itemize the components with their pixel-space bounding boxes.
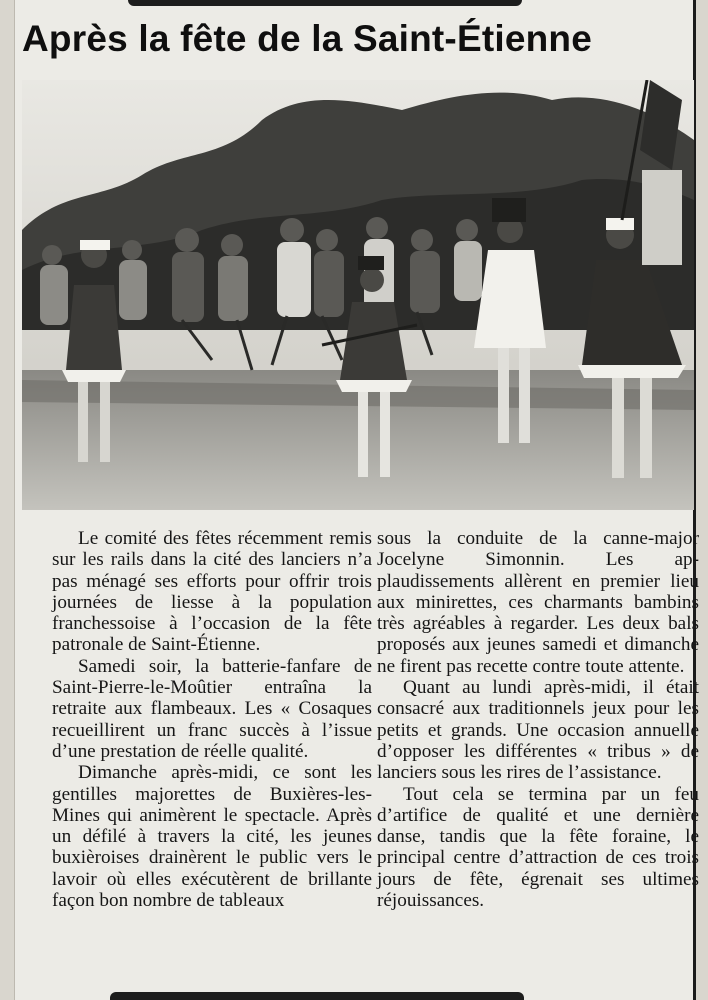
bottom-border-rule [110, 992, 524, 1000]
paragraph: Tout cela se termina par un feu d’artifice de qualité et une dernière danse, tandis que la fête foraine, le principal centre d’attraction de ces trois jours de fête, égrenait ses ultimes réjouissances. [377, 783, 699, 912]
paragraph: sous la conduite de la canne-major Jocelyne Simonnin. Les applaudissements allèrent en premier lieu aux minirettes, ces charmants bambins très agréables à regarder. Les deux bals proposés aux jeunes samedi et dimanche ne firent pas recette contre toute attente. [377, 528, 699, 677]
paragraph: Quant au lundi après-midi, il était consacré aux traditionnels jeux pour les petits et grands. Une occasion annuelle d’opposer les différentes « tribus » de lanciers sous les rires de l’assistance. [377, 677, 699, 784]
top-border-rule [128, 0, 522, 6]
paragraph: Le comité des fêtes récemment remis sur les rails dans la cité des lanciers n’a pas ménagé ses efforts pour offrir trois journées de liesse à la population franchessoise à l’occasion de la fête patronale de Saint-Étienne. [52, 528, 372, 656]
article-column-left [52, 528, 372, 911]
article-headline: Après la fête de la Saint-Étienne [22, 18, 592, 59]
article-column-right [377, 528, 699, 911]
article-photo [22, 80, 694, 510]
paragraph: Samedi soir, la batterie-fanfare de Saint-Pierre-le-Moûtier entraîna la retraite aux flambeaux. Les « Cosaques recueillirent un franc succès à l’issue d’une prestation de réelle qualité. [52, 655, 372, 762]
paragraph: Dimanche après-midi, ce sont les gentilles majorettes de Buxières-les-Mines qui animèrent le spectacle. Après un défilé à travers la cité, les jeunes buxièroises drainèrent le public vers le lavoir où elles exécutèrent de brillante façon bon nombre de tableaux [52, 762, 372, 912]
